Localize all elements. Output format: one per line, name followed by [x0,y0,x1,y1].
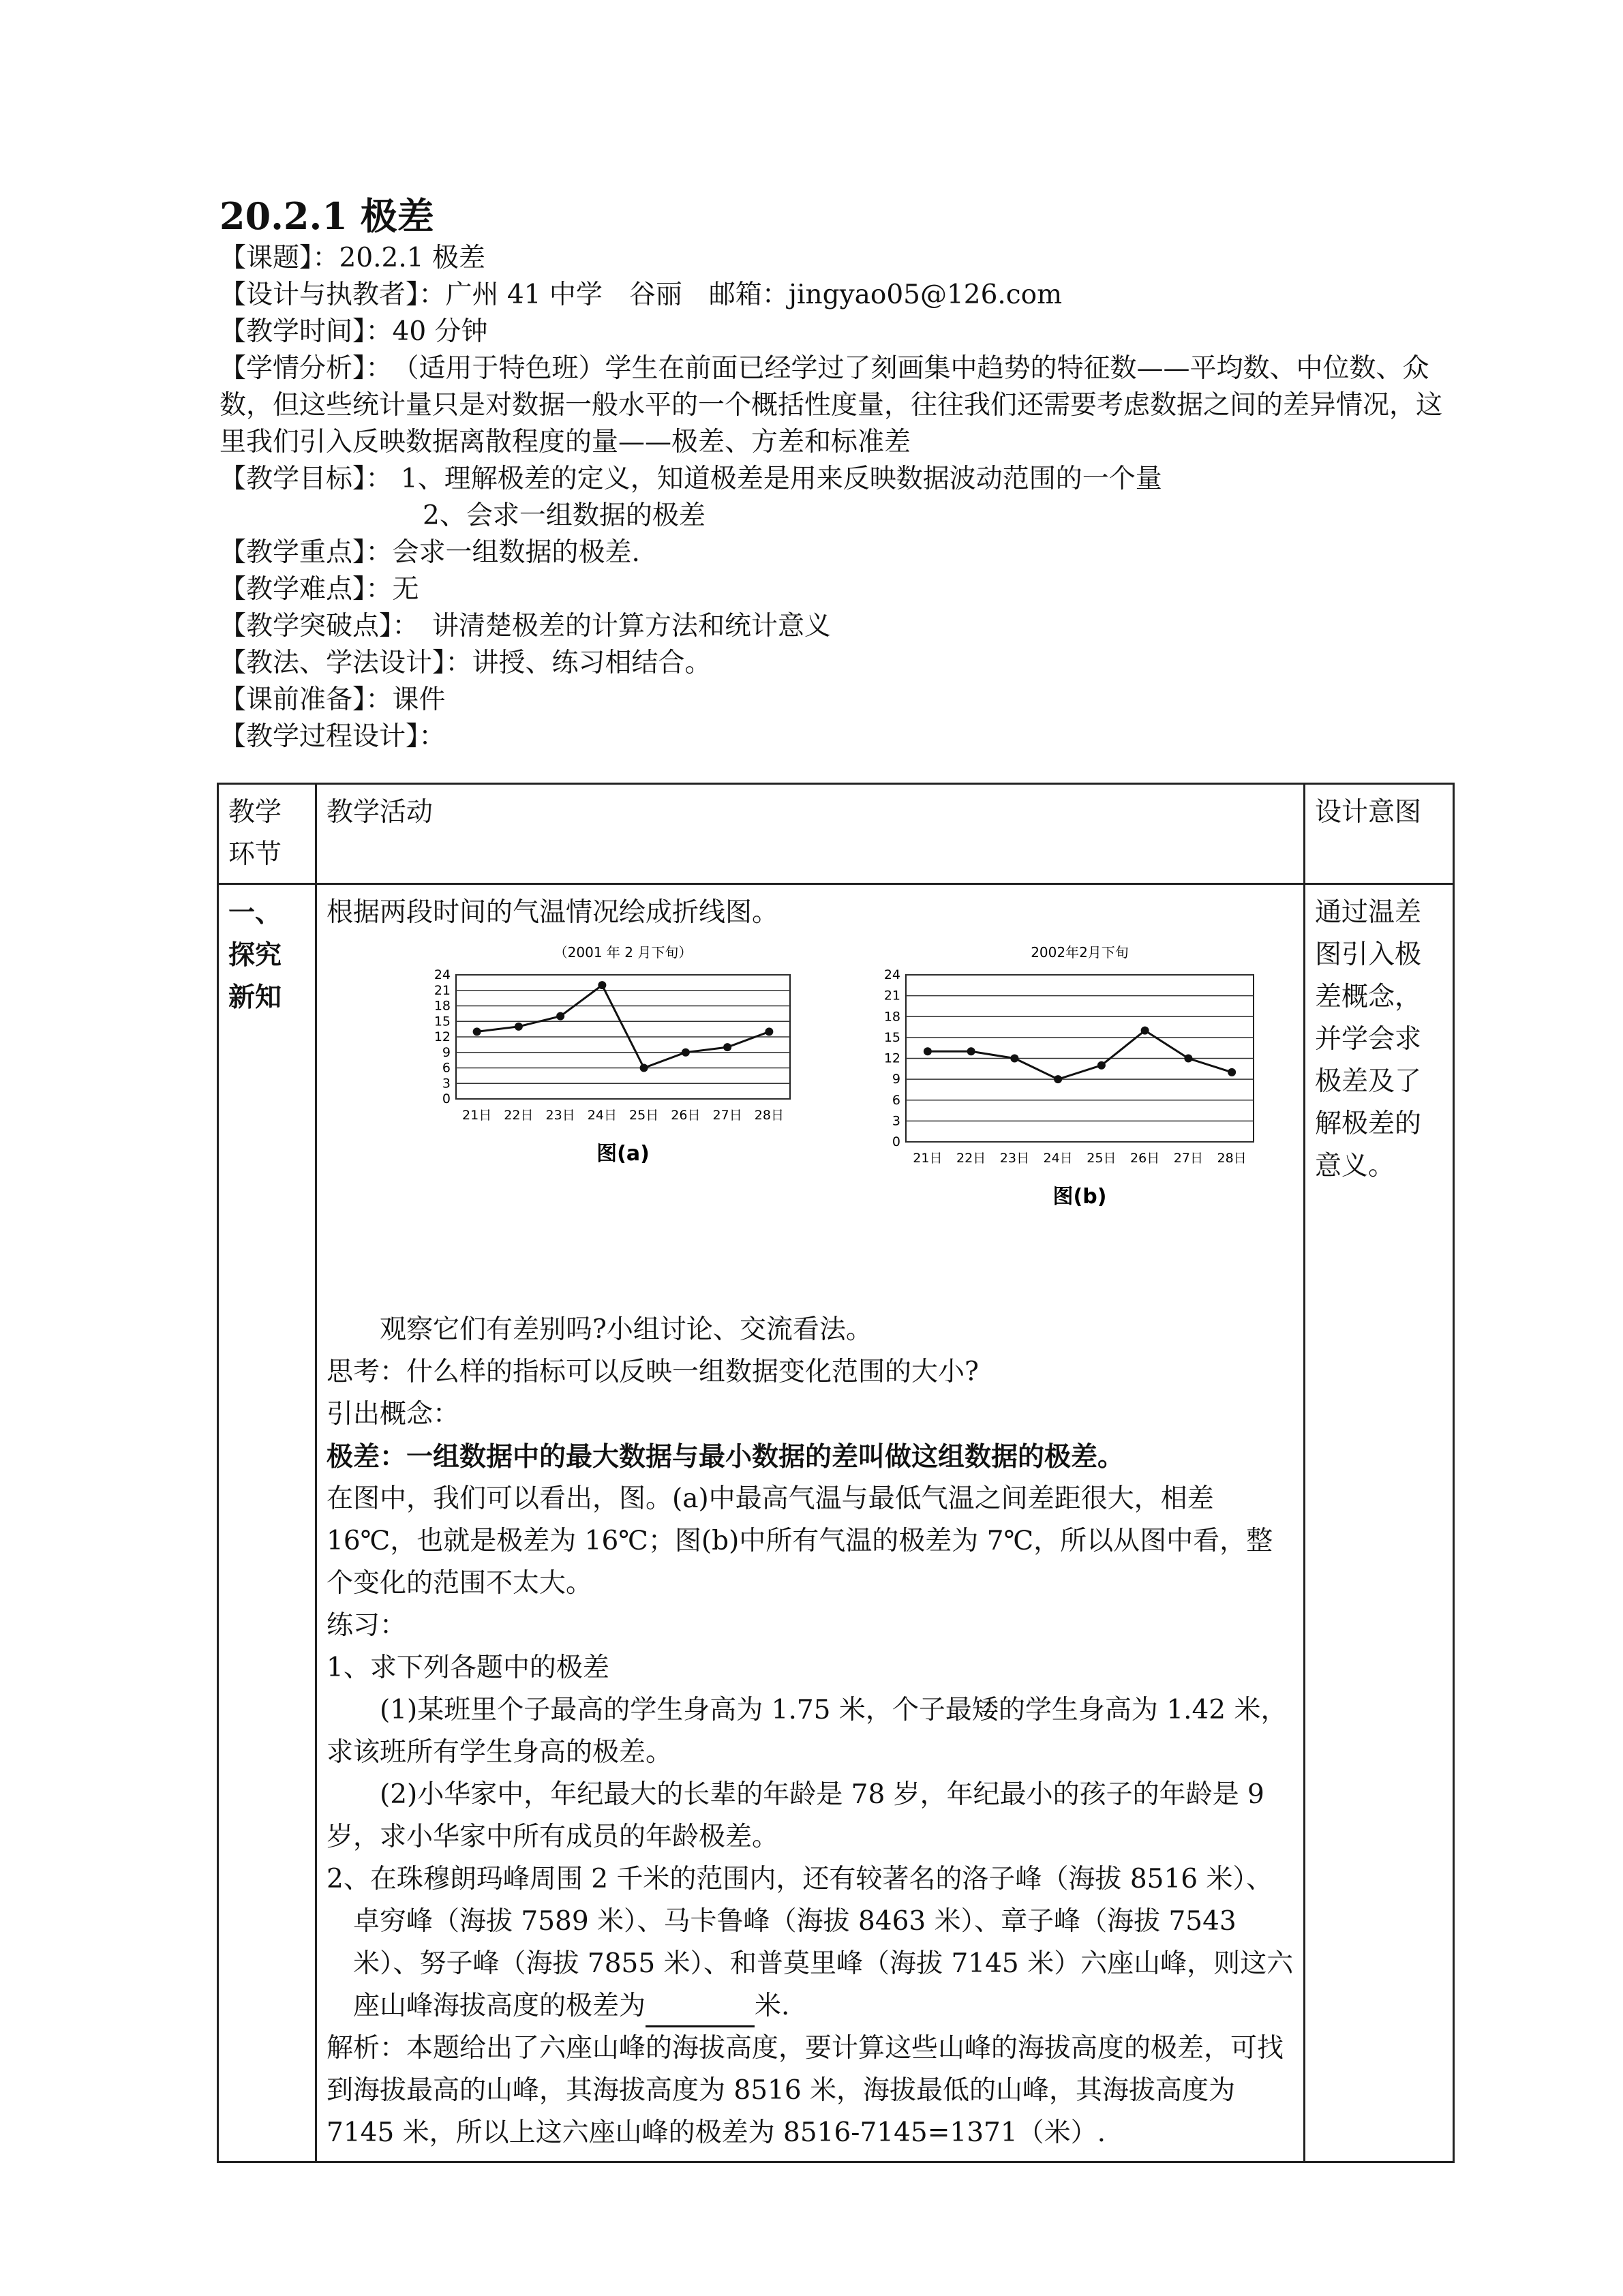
x-tick-label: 27日 [712,1108,742,1123]
meta-goals: 【教学目标】： 1、理解极差的定义，知道极差是用来反映数据波动范围的一个量 [219,464,1162,494]
data-point [682,1048,690,1057]
x-tick-label: 22日 [956,1151,986,1166]
y-tick-label: 0 [442,1091,451,1106]
y-tick-label: 24 [883,967,900,982]
data-point [1184,1055,1192,1063]
y-tick-label: 21 [434,982,451,998]
data-point [640,1064,648,1072]
data-point [924,1047,932,1055]
meta-difficulty: 【教学难点】：无 [219,574,419,605]
lesson-meta [219,240,1446,755]
data-point [723,1043,731,1051]
activity-cell [316,884,1305,2162]
meta-key: 【教学重点】：会求一组数据的极差. [219,537,640,568]
think-text: 思考：什么样的指标可以反映一组数据变化范围的大小? [327,1357,979,1387]
x-tick-label: 28日 [1217,1151,1247,1166]
y-tick-label: 18 [883,1009,900,1025]
data-point [556,1012,564,1021]
x-tick-label: 25日 [629,1108,659,1123]
meta-goal-2: 2、会求一组数据的极差 [423,500,706,531]
x-tick-label: 24日 [587,1108,617,1123]
meta-process: 【教学过程设计】： [219,721,446,752]
chart-caption: 图(b) [1052,1185,1107,1209]
question-1: 1、求下列各题中的极差 [327,1652,609,1683]
header-stage: 教学环节 [218,784,316,884]
observe-text: 观察它们有差别吗?小组讨论、交流看法。 [380,1314,873,1345]
meta-prep: 【课前准备】：课件 [219,684,446,715]
data-point [1141,1027,1149,1035]
data-point [765,1027,773,1036]
chart-title: 2002年2月下旬 [1031,944,1129,961]
data-point [967,1047,975,1055]
meta-topic: 【课题】：20.2.1 极差 [219,243,485,273]
x-tick-label: 24日 [1043,1151,1073,1166]
meta-designer: 【设计与执教者】：广州 41 中学 谷丽 邮箱：jingyao05@126.com [219,280,1063,310]
data-point [515,1023,523,1031]
x-tick-label: 21日 [462,1108,492,1123]
y-tick-label: 6 [892,1092,900,1108]
chart-a [422,941,804,1282]
x-tick-label: 27日 [1173,1151,1203,1166]
chart-a-svg [422,941,804,1282]
data-point [1054,1075,1062,1083]
chart-intro: 根据两段时间的气温情况绘成折线图。 [327,897,779,928]
temperature-charts [327,941,1294,1295]
process-table [217,783,1455,2163]
question-1b: (2)小华家中，年纪最大的长辈的年龄是 78 岁，年纪最小的孩子的年龄是 9 岁，求小华家中所有成员的年龄极差。 [327,1779,1264,1852]
x-tick-label: 25日 [1087,1151,1117,1166]
chart-title: （2001 年 2 月下旬） [553,944,693,961]
y-tick-label: 15 [434,1014,451,1029]
y-tick-label: 24 [434,967,451,982]
meta-analysis: 【学情分析】： （适用于特色班）学生在前面已经学过了刻画集中趋势的特征数——平均数、中位数、众数，但这些统计量只是对数据一般水平的一个概括性度量，往往我们还需要考虑数据之间的差异情况，这里我们引入反映数据离散程度的量——极差、方差和标准差 [219,353,1443,457]
data-point [473,1027,481,1036]
table-row [218,884,1454,2162]
meta-method: 【教法、学法设计】：讲授、练习相结合。 [219,648,712,678]
y-tick-label: 9 [442,1044,451,1060]
header-activity: 教学活动 [316,784,1305,884]
header-intent: 设计意图 [1305,784,1454,884]
x-tick-label: 23日 [545,1108,575,1123]
chart-b-svg [872,941,1267,1282]
x-tick-label: 26日 [1130,1151,1160,1166]
y-tick-label: 12 [883,1051,900,1066]
question-2: 2、在珠穆朗玛峰周围 2 千米的范围内，还有较著名的洛子峰（海拔 8516 米）、卓穷峰（海拔 7589 米）、马卡鲁峰（海拔 8463 米）、章子峰（海拔 7543 米）、努子峰（海拔 7855 米）、和普莫里峰（海拔 7145 米）六座山峰，则这六座山峰海拔高度的极差为 米. [327,1858,1294,2027]
y-tick-label: 6 [442,1060,451,1076]
data-point [1010,1055,1018,1063]
answer-blank [646,1998,755,2027]
analysis-text: 解析：本题给出了六座山峰的海拔高度，要计算这些山峰的海拔高度的极差，可找到海拔最高的山峰，其海拔高度为 8516 米，海拔最低的山峰，其海拔高度为 7145 米，所以上这六座山峰的极差为 8516-7145=1371（米）. [327,2033,1284,2148]
x-tick-label: 22日 [504,1108,534,1123]
stage-cell: 一、 探究 新知 [218,884,316,2162]
y-tick-label: 18 [434,998,451,1014]
chart-b [872,941,1267,1282]
chart-caption: 图(a) [596,1142,650,1166]
table-header-row [218,784,1454,884]
y-tick-label: 3 [442,1076,451,1091]
derive-text: 引出概念： [327,1399,460,1430]
y-tick-label: 3 [892,1113,900,1129]
practice-heading: 练习： [327,1610,407,1641]
meta-time: 【教学时间】：40 分钟 [219,316,488,347]
data-point [598,981,606,989]
y-tick-label: 15 [883,1029,900,1045]
y-tick-label: 0 [892,1134,900,1149]
question-1a: (1)某班里个子最高的学生身高为 1.75 米，个子最矮的学生身高为 1.42 米，求该班所有学生身高的极差。 [327,1695,1288,1768]
meta-breakthrough: 【教学突破点】： 讲清楚极差的计算方法和统计意义 [219,611,832,641]
range-definition: 极差：一组数据中的最大数据与最小数据的差叫做这组数据的极差。 [327,1441,1125,1472]
x-tick-label: 23日 [999,1151,1029,1166]
x-tick-label: 28日 [754,1108,784,1123]
y-tick-label: 12 [434,1029,451,1044]
y-tick-label: 21 [883,988,900,1003]
y-tick-label: 9 [892,1072,900,1087]
page-title: 20.2.1 极差 [219,194,434,238]
x-tick-label: 26日 [671,1108,701,1123]
intent-cell: 通过温差图引入极差概念，并学会求极差及了解极差的意义。 [1305,884,1454,2162]
explain-text: 在图中，我们可以看出，图。(a)中最高气温与最低气温之间差距很大，相差16℃，也就是极差为 16℃；图(b)中所有气温的极差为 7℃，所以从图中看，整个变化的范围不太大。 [327,1483,1273,1599]
x-tick-label: 21日 [913,1151,943,1166]
data-point [1097,1061,1106,1070]
data-point [1228,1068,1236,1076]
